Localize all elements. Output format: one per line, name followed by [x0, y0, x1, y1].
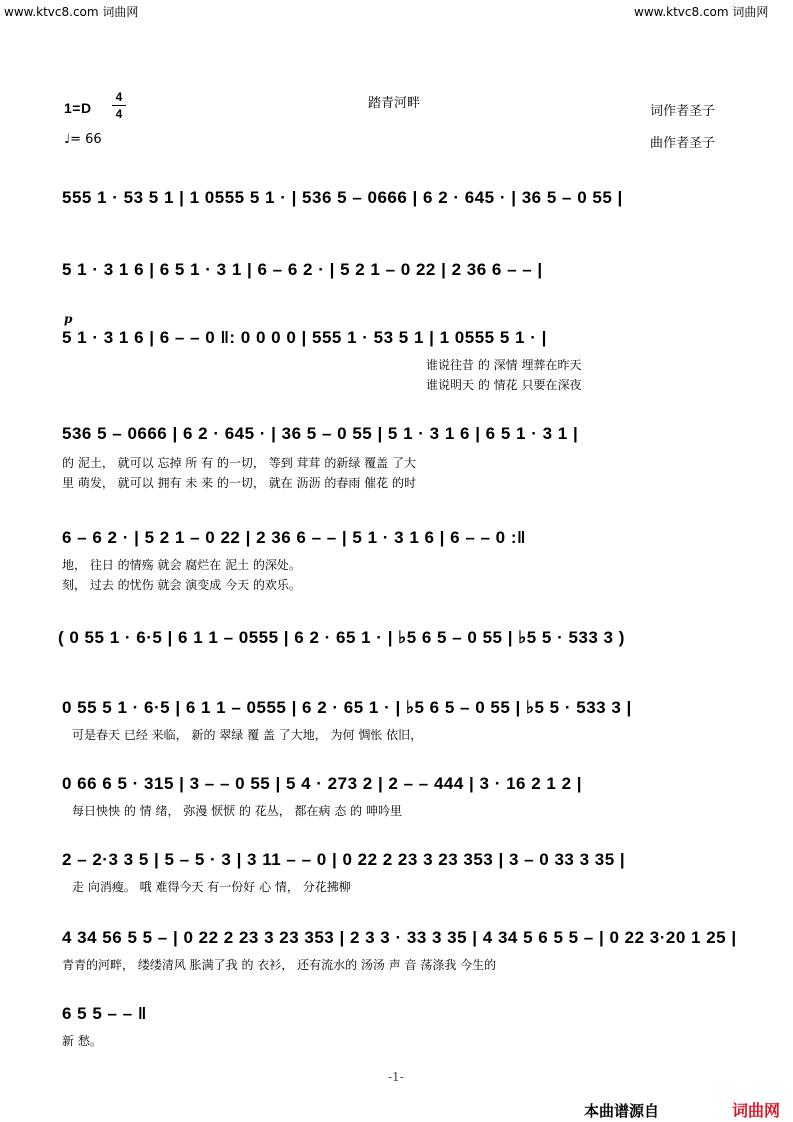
lyrics-line-11: 新 愁。 [62, 1034, 102, 1048]
tempo-marking [64, 132, 102, 147]
watermark-right: www.ktvc8.com 词曲网 [634, 5, 769, 19]
score-line-5: 6 – 6 2 · | 5 2 1 – 0 22 | 2 36 6 – – | 5 1 · 3 1 6 | 6 – – 0 :‖ [62, 528, 526, 547]
score-line-11: 6 5 5 – – ‖ [62, 1004, 147, 1023]
page-number: -1- [388, 1070, 404, 1084]
lyricist-credit: 词作者圣子 [650, 104, 716, 119]
composer-credit: 曲作者圣子 [650, 136, 716, 151]
key-signature: 1=D [64, 100, 92, 116]
score-line-10: 4 34 56 5 5 – | 0 22 2 23 3 23 353 | 2 3 3 · 33 3 35 | 4 34 5 6 5 5 – | 0 22 3·20 1 25 | [62, 928, 737, 947]
lyrics-line-3-verse-2: 谁说明天 的 情花 只要在深夜 [426, 378, 582, 392]
lyrics-line-8: 每日怏怏 的 情 绪， 弥漫 恹恹 的 花丛， 都在病 态 的 呻吟里 [72, 804, 402, 818]
score-line-1: 555 1 · 53 5 1 | 1 0555 5 1 · | 536 5 – 0666 | 6 2 · 645 · | 36 5 – 0 55 | [62, 188, 623, 207]
lyrics-line-4-verse-2: 里 萌发， 就可以 拥有 未 来 的一切， 就在 沥沥 的春雨 催花 的时 [62, 476, 416, 490]
footer-source-label: 本曲谱源自 [584, 1102, 660, 1120]
footer-site-logo[interactable]: 词曲网 [732, 1101, 781, 1120]
tempo-value: = 66 [70, 132, 102, 147]
lyrics-line-5-verse-1: 地， 往日 的情殇 就会 腐烂在 泥土 的深处。 [62, 558, 301, 572]
score-line-8: 0 66 6 5 · 315 | 3 – – 0 55 | 5 4 · 273 2 | 2 – – 444 | 3 · 16 2 1 2 | [62, 774, 583, 793]
score-line-2: 5 1 · 3 1 6 | 6 5 1 · 3 1 | 6 – 6 2 · | 5 2 1 – 0 22 | 2 36 6 – – | [62, 260, 543, 279]
lyrics-line-5-verse-2: 刻， 过去 的忧伤 就会 演变成 今天 的欢乐。 [62, 578, 301, 592]
time-signature-top: 4 [115, 90, 123, 104]
watermark-left: www.ktvc8.com 词曲网 [4, 5, 139, 19]
score-line-7: 0 55 5 1 · 6·5 | 6 1 1 – 0555 | 6 2 · 65 1 · | ♭5 6 5 – 0 55 | ♭5 5 · 533 3 | [62, 698, 632, 717]
dynamic-piano: p [64, 312, 73, 326]
time-signature [112, 90, 126, 121]
song-title: 踏青河畔 [368, 96, 421, 111]
score-line-9: 2 – 2·3 3 5 | 5 – 5 · 3 | 3 11 – – 0 | 0 22 2 23 3 23 353 | 3 – 0 33 3 35 | [62, 850, 626, 869]
score-line-3: 5 1 · 3 1 6 | 6 – – 0 ‖: 0 0 0 0 | 555 1 · 53 5 1 | 1 0555 5 1 · | [62, 328, 547, 347]
lyrics-line-7: 可是春天 已经 来临， 新的 翠绿 覆 盖 了大地， 为何 惆怅 依旧， [72, 728, 423, 742]
lyrics-line-3-verse-1: 谁说往昔 的 深情 埋葬在昨天 [426, 358, 582, 372]
time-signature-bottom: 4 [115, 107, 123, 121]
quarter-note-icon: ♩ [64, 132, 71, 147]
lyrics-line-10: 青青的河畔， 缕缕清风 胀满了我 的 衣衫， 还有流水的 汤汤 声 音 荡涤我 今生的 [62, 958, 497, 972]
lyrics-line-9: 走 向消瘦。 哦 难得今天 有一份好 心 情， 分花拂柳 [72, 880, 351, 894]
score-line-6: ( 0 55 1 · 6·5 | 6 1 1 – 0555 | 6 2 · 65 1 · | ♭5 6 5 – 0 55 | ♭5 5 · 533 3 ) [58, 628, 625, 647]
lyrics-line-4-verse-1: 的 泥土， 就可以 忘掉 所 有 的一切， 等到 茸茸 的新绿 覆盖 了大 [62, 456, 416, 470]
score-line-4: 536 5 – 0666 | 6 2 · 645 · | 36 5 – 0 55 | 5 1 · 3 1 6 | 6 5 1 · 3 1 | [62, 424, 579, 443]
